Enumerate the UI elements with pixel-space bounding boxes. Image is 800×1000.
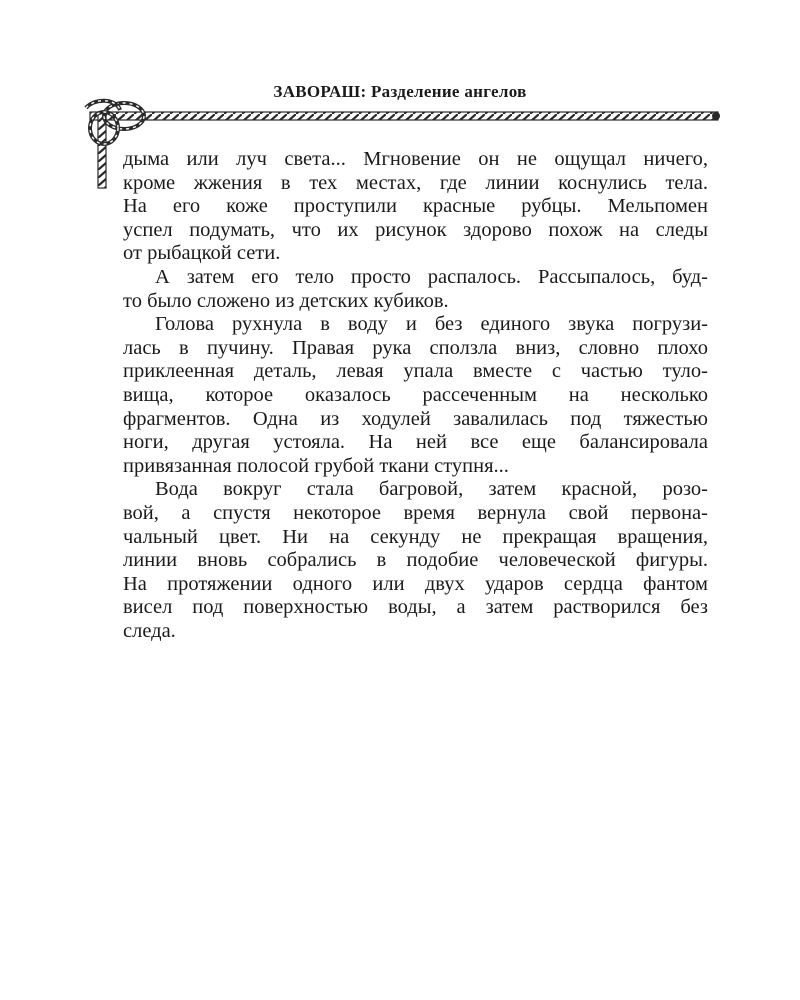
text-line: На его коже проступили красные рубцы. Мельпомен xyxy=(123,195,708,218)
text-line: Вода вокруг стала багровой, затем красной, розо- xyxy=(155,478,708,501)
text-line: На протяжении одного или двух ударов сердца фантом xyxy=(123,572,708,595)
text-line: фрагментов. Одна из ходулей завалилась под тяжестью xyxy=(123,407,708,430)
text-line: то было сложено из детских кубиков. xyxy=(123,289,449,312)
text-line: следа. xyxy=(123,619,176,642)
text-line: вища, которое оказалось рассеченным на несколько xyxy=(123,383,708,406)
text-line: лась в пучину. Правая рука сползла вниз, словно плохо xyxy=(123,336,708,359)
text-line: А затем его тело просто распалось. Рассыпалось, буд- xyxy=(155,265,708,288)
text-line: кроме жжения в тех местах, где линии коснулись тела. xyxy=(123,171,708,194)
text-line: приклеенная деталь, левая упала вместе с частью туло- xyxy=(123,360,708,383)
text-line: привязанная полосой грубой ткани ступня... xyxy=(123,454,509,477)
rope-horizontal xyxy=(90,112,718,120)
text-line: линии вновь собрались в подобие человеческой фигуры. xyxy=(123,549,708,572)
text-line: ноги, другая устояла. На ней все еще балансировала xyxy=(123,431,708,454)
text-line: висел под поверхностью воды, а затем растворился без xyxy=(123,596,708,619)
rope-knot xyxy=(86,101,144,144)
text-line: Голова рухнула в воду и без единого звука погрузи- xyxy=(155,313,708,336)
text-line: чальный цвет. Ни на секунду не прекращая вращения, xyxy=(123,525,708,548)
text-line: вой, а спустя некоторое время вернула свой первона- xyxy=(123,501,708,524)
body-text xyxy=(123,148,708,643)
rope-end xyxy=(712,112,720,120)
text-line: успел подумать, что их рисунок здорово похож на следы xyxy=(123,218,708,241)
text-line: от рыбацкой сети. xyxy=(123,242,281,265)
running-head: ЗАВОРАШ: Разделение ангелов xyxy=(273,82,527,101)
text-line: дыма или луч света... Мгновение он не ощущал ничего, xyxy=(123,148,708,170)
